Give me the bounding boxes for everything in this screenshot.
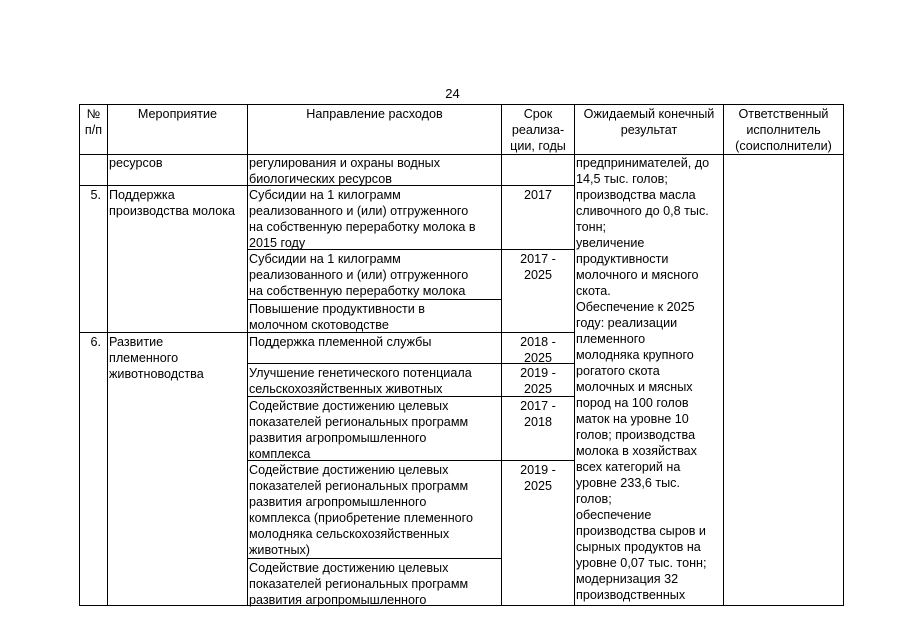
row6-term-1: 2018 - 2025 — [520, 335, 556, 365]
header-num: № п/п — [84, 107, 103, 137]
row6-measure: Развитие племенного животноводства — [109, 335, 204, 381]
col-divider-num — [107, 104, 108, 606]
header-direction: Направление расходов — [306, 107, 443, 121]
row-separator — [247, 558, 501, 559]
header-result: Ожидаемый конечный результат — [583, 107, 715, 137]
row6-num: 6. — [90, 335, 101, 349]
table-border-right — [843, 104, 844, 606]
page-number: 24 — [445, 86, 460, 101]
expenditure-table — [79, 104, 844, 606]
row5-direction-3: Повышение продуктивности в молочном скотоводстве — [249, 302, 425, 332]
header-term: Срок реализа- ции, годы — [510, 107, 566, 153]
row5-term-1: 2017 — [523, 188, 553, 202]
row6-direction-1: Поддержка племенной службы — [249, 335, 432, 349]
header-responsible: Ответственный исполнитель (соисполнители) — [735, 107, 832, 153]
header-measure: Мероприятие — [137, 107, 218, 121]
header-bottom-rule — [79, 154, 844, 155]
col-divider-measure — [247, 104, 248, 606]
row0-direction: регулирования и охраны водных биологических ресурсов — [249, 156, 441, 186]
table-border-left — [79, 104, 80, 606]
row6-direction-5: Содействие достижению целевых показателей региональных программ развития агропромышленного — [249, 561, 469, 607]
row5-direction-1: Субсидии на 1 килограмм реализованного и (или) отгруженного на собственную переработку молока в 2015 году — [249, 188, 476, 250]
row-separator — [247, 299, 501, 300]
row5-num: 5. — [90, 188, 101, 202]
col-divider-result — [723, 104, 724, 606]
row5-term-2: 2017 - 2025 — [520, 252, 556, 282]
row6-term-2: 2019 - 2025 — [520, 366, 556, 396]
row0-measure: ресурсов — [109, 156, 163, 170]
col-divider-term — [574, 104, 575, 606]
row6-direction-4: Содействие достижению целевых показателей региональных программ развития агропромышленного комплекса (приобретение племенного молодняка сельскохозяйственных животных) — [249, 463, 473, 557]
row5-measure: Поддержка производства молока — [109, 188, 236, 218]
row6-term-3: 2017 - 2018 — [520, 399, 556, 429]
row6-term-4: 2019 - 2025 — [520, 463, 556, 493]
row5-direction-2: Субсидии на 1 килограмм реализованного и (или) отгруженного на собственную переработку молока — [249, 252, 469, 298]
row6-direction-2: Улучшение генетического потенциала сельскохозяйственных животных — [249, 366, 472, 396]
row6-direction-3: Содействие достижению целевых показателей региональных программ развития агропромышленного комплекса — [249, 399, 469, 461]
expected-result-text: предпринимателей, до 14,5 тыс. голов; производства масла сливочного до 0,8 тыс. тонн; увеличение продуктивности молочного и мясного скота. Обеспечение к 2025 году: реализации племенного молодняка крупного рогатого скота молочных и мясных пород на 100 голов маток на уровне 10 голов; производства молока в хозяйствах всех категорий на уровне 233,6 тыс. голов; обеспечение производства сыров и сырных продуктов на уровне 0,07 тыс. тонн; модернизация 32 производственных — [576, 156, 710, 602]
table-border-top — [79, 104, 844, 105]
